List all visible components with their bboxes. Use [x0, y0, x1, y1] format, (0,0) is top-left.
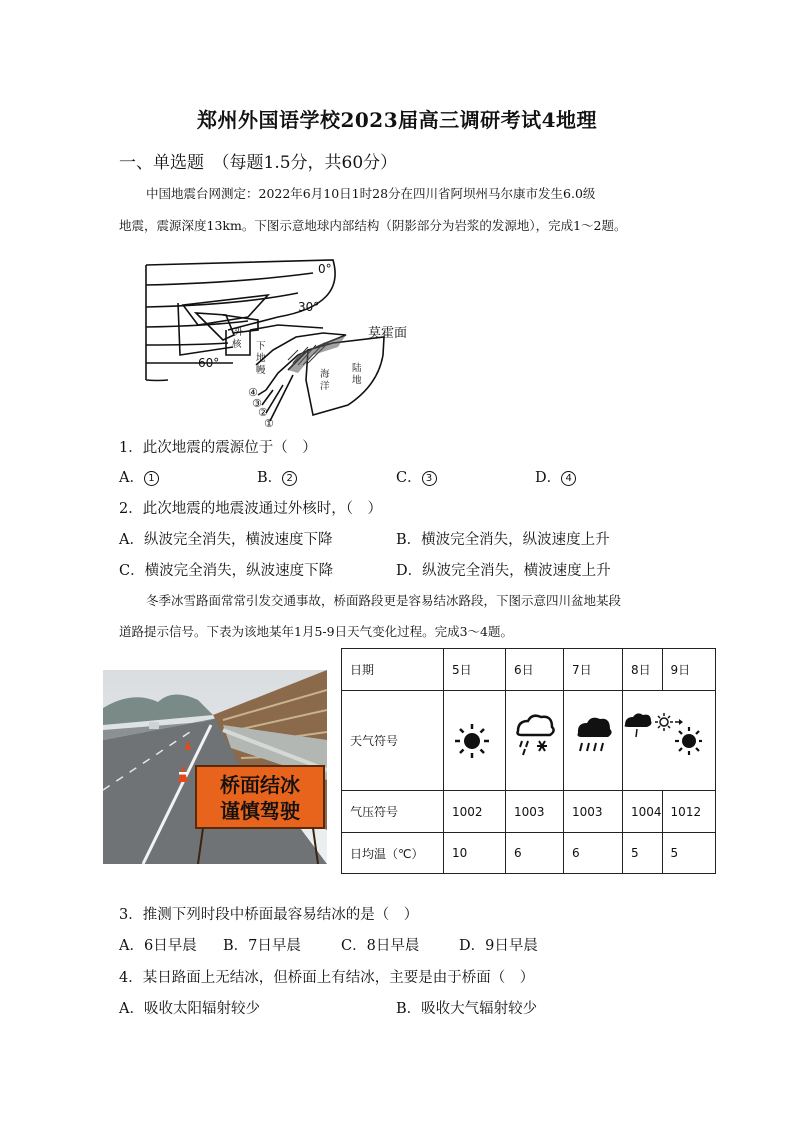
- label-ocean-1: 海: [320, 369, 330, 380]
- question-3-option-a[interactable]: A．6日早晨: [119, 938, 197, 954]
- question-3-option-d[interactable]: D．9日早晨: [459, 938, 538, 954]
- circled-number-2: 2: [282, 471, 297, 486]
- pressure-cell: 1003: [506, 791, 564, 833]
- layer-number-4: ④: [248, 386, 258, 399]
- question-4-option-b[interactable]: B．吸收大气辐射较少: [396, 1001, 538, 1017]
- label-ocean-2: 洋: [320, 381, 330, 392]
- road-warning-photo: [103, 670, 327, 864]
- row-label-date: 日期: [342, 649, 444, 691]
- question-4-stem: 4．某日路面上无结冰，但桥面上有结冰，主要是由于桥面（ ）: [119, 970, 535, 986]
- circled-number-4: 4: [561, 471, 576, 486]
- pressure-cell: 1004: [623, 791, 663, 833]
- passage-1-line-2: 地震，震源深度13km。下图示意地球内部结构（阴影部分为岩浆的发源地），完成1～2题。: [119, 218, 627, 233]
- pressure-cell: 1012: [662, 791, 715, 833]
- temp-cell: 5: [662, 833, 715, 874]
- label-land-1: 陆: [352, 363, 362, 374]
- passage-1-line-1: 中国地震台网测定：2022年6月10日1时28分在四川省阿坝州马尔康市发生6.0级: [146, 186, 596, 201]
- label-lower-mantle-2: 地: [256, 353, 266, 364]
- page-title: 郑州外国语学校2023届高三调研考试4地理: [196, 108, 598, 132]
- label-outer-core-1: 外: [234, 327, 244, 338]
- question-1-stem: 1．此次地震的震源位于（ ）: [119, 440, 317, 456]
- label-0deg: 0°: [318, 262, 332, 276]
- temp-cell: 6: [506, 833, 564, 874]
- question-3-option-c[interactable]: C．8日早晨: [341, 938, 420, 954]
- row-label-temp: 日均温（℃）: [342, 833, 444, 874]
- question-1-option-d[interactable]: D． 4: [535, 466, 576, 487]
- layer-number-2: ②: [258, 406, 268, 419]
- question-2-option-a[interactable]: A．纵波完全消失，横波速度下降: [119, 532, 333, 548]
- rain-snow-icon: [506, 691, 563, 787]
- label-lower-mantle-3: 幔: [256, 365, 266, 376]
- temp-cell: 6: [564, 833, 623, 874]
- question-1-option-a[interactable]: A． 1: [119, 466, 159, 487]
- sign-text-line-1: 桥面结冰: [220, 773, 300, 797]
- circled-number-1: 1: [144, 471, 159, 486]
- layer-number-3: ③: [252, 397, 262, 410]
- label-lower-mantle-1: 下: [256, 341, 266, 352]
- earth-structure-diagram: [138, 255, 428, 430]
- date-cell: 7日: [564, 649, 623, 691]
- date-cell: 5日: [444, 649, 506, 691]
- rain-icon: [564, 691, 622, 787]
- label-land-2: 地: [352, 375, 362, 386]
- label-60deg: 60°: [198, 356, 220, 370]
- question-4-option-a[interactable]: A．吸收太阳辐射较少: [119, 1001, 260, 1017]
- question-3-stem: 3．推测下列时段中桥面最容易结冰的是（ ）: [119, 907, 419, 923]
- question-2-option-b[interactable]: B．横波完全消失，纵波速度上升: [396, 532, 610, 548]
- label-moho: 莫霍面: [368, 326, 408, 341]
- layer-number-1: ①: [264, 417, 274, 430]
- pressure-cell: 1003: [564, 791, 623, 833]
- date-cell: 9日: [662, 649, 715, 691]
- date-cell: 8日: [623, 649, 663, 691]
- label-30deg: 30°: [298, 300, 320, 314]
- circled-number-3: 3: [422, 471, 437, 486]
- pressure-cell: 1002: [444, 791, 506, 833]
- sun-icon: [444, 691, 505, 787]
- section-heading: 一、单选题 （每题1.5分，共60分）: [119, 153, 398, 173]
- question-3-option-b[interactable]: B．7日早晨: [223, 938, 301, 954]
- passage-2-line-1: 冬季冰雪路面常常引发交通事故，桥面路段更是容易结冰路段，下图示意四川盆地某段: [146, 593, 622, 608]
- date-cell: 6日: [506, 649, 564, 691]
- question-2-stem: 2．此次地震的地震波通过外核时，（ ）: [119, 501, 382, 517]
- question-2-option-c[interactable]: C．横波完全消失，纵波速度下降: [119, 563, 334, 579]
- passage-2-line-2: 道路提示信号。下表为该地某年1月5-9日天气变化过程。完成3～4题。: [119, 624, 513, 639]
- row-label-pressure: 气压符号: [342, 791, 444, 833]
- label-outer-core-2: 核: [232, 339, 242, 350]
- question-1-option-c[interactable]: C． 3: [396, 466, 437, 487]
- weather-table: [341, 648, 716, 874]
- temp-cell: 10: [444, 833, 506, 874]
- sign-text-line-2: 谨慎驾驶: [220, 799, 300, 823]
- question-1-option-b[interactable]: B． 2: [257, 466, 297, 487]
- row-label-symbol: 天气符号: [342, 691, 444, 791]
- question-2-option-d[interactable]: D．纵波完全消失，横波速度上升: [396, 563, 611, 579]
- temp-cell: 5: [623, 833, 663, 874]
- rain-to-sun-icon: [623, 691, 702, 787]
